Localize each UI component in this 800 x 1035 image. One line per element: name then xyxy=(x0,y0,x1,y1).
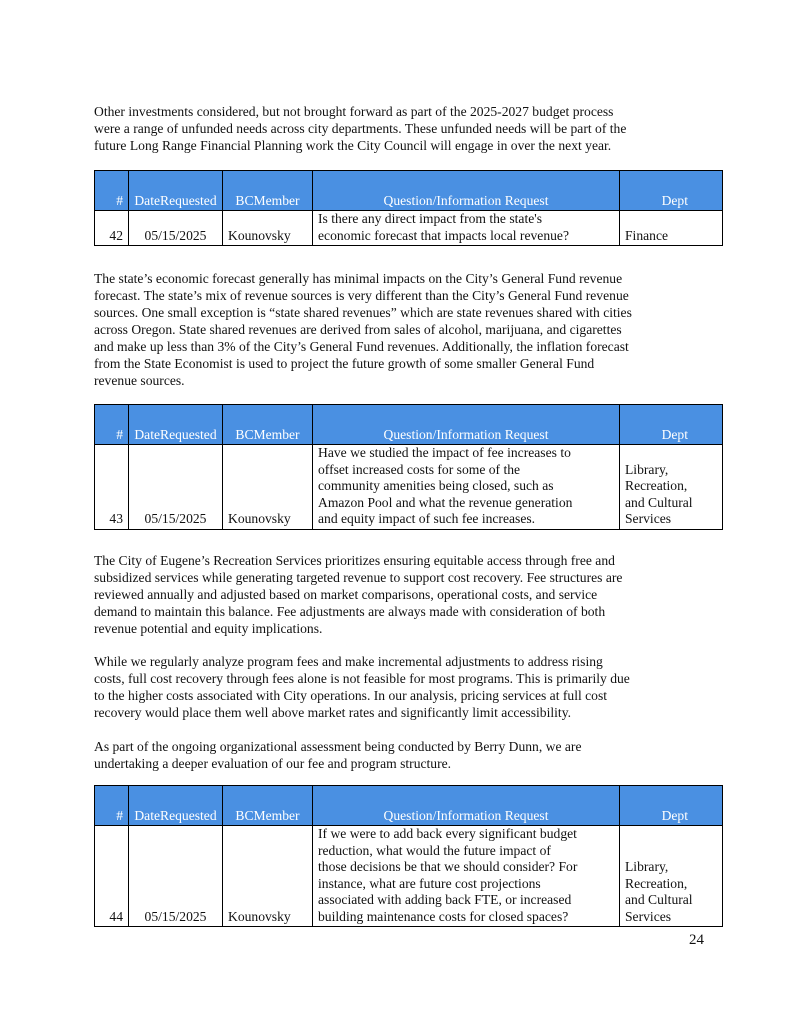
question-text-line: Is there any direct impact from the state's xyxy=(318,211,543,226)
paragraph-line: sources. One small exception is “state shared revenues” which are state revenues shared with cities xyxy=(94,305,632,320)
question-text-line: If we were to add back every significant budget xyxy=(318,826,577,841)
department-line: and Cultural xyxy=(625,892,693,907)
question-text-line: Have we studied the impact of fee increases to xyxy=(318,445,571,460)
question-text-line: those decisions be that we should consider? For xyxy=(318,859,578,874)
question-text-line: instance, what are future cost projections xyxy=(318,875,541,891)
header-line: Requested xyxy=(160,426,217,442)
table-row xyxy=(95,445,723,530)
header-date-requested xyxy=(129,405,223,445)
body-paragraph xyxy=(94,103,714,154)
department-line: Library, xyxy=(625,859,669,874)
header-line: BC xyxy=(235,807,254,823)
header-line: Date xyxy=(134,807,161,823)
paragraph-line: The state’s economic forecast generally has minimal impacts on the City’s General Fund revenue xyxy=(94,271,623,286)
department-line: Finance xyxy=(625,227,669,243)
paragraph-line: and make up less than 3% of the City’s General Fund revenues. Additionally, the inflation forecast xyxy=(94,339,629,354)
header-date-requested xyxy=(129,786,223,826)
paragraph-line: revenue potential and equity implications. xyxy=(94,621,323,636)
header-question: Question/Information Request xyxy=(313,171,620,211)
header-bc-member xyxy=(223,171,313,211)
header-line: BC xyxy=(235,192,254,208)
paragraph-line: As part of the ongoing organizational assessment being conducted by Berry Dunn, we are xyxy=(94,739,582,754)
page-number: 24 xyxy=(689,932,704,948)
header-dept: Dept xyxy=(620,786,723,826)
question-text-line: offset increased costs for some of the xyxy=(318,461,521,477)
paragraph-line: costs, full cost recovery through fees alone is not feasible for most programs. This is primarily due xyxy=(94,671,630,686)
question-text-line: and equity impact of such fee increases. xyxy=(318,511,536,526)
paragraph-line: undertaking a deeper evaluation of our fee and program structure. xyxy=(94,756,452,771)
table-header-row xyxy=(95,405,723,445)
department xyxy=(620,826,723,927)
question-text xyxy=(313,445,620,530)
department-line: Services xyxy=(625,908,672,924)
header-number: # xyxy=(95,171,129,211)
paragraph-line: future Long Range Financial Planning work the City Council will engage in over the next year. xyxy=(94,138,612,153)
department-line: Library, xyxy=(625,461,669,477)
paragraph-line: The City of Eugene’s Recreation Services prioritizes ensuring equitable access through free and xyxy=(94,553,615,568)
paragraph-line: demand to maintain this balance. Fee adjustments are always made with consideration of both xyxy=(94,604,606,619)
header-line: BC xyxy=(235,426,254,442)
bc-member: Kounovsky xyxy=(223,445,313,530)
request-table xyxy=(94,170,723,246)
paragraph-line: from the State Economist is used to project the future growth of some smaller General Fund xyxy=(94,356,595,371)
table-header-row xyxy=(95,171,723,211)
header-line: Date xyxy=(134,426,161,442)
header-question: Question/Information Request xyxy=(313,405,620,445)
request-number: 42 xyxy=(95,211,129,246)
paragraph-line: recovery would place them well above market rates and significantly limit accessibility. xyxy=(94,705,572,720)
department xyxy=(620,445,723,530)
header-bc-member xyxy=(223,786,313,826)
header-number: # xyxy=(95,786,129,826)
body-paragraph xyxy=(94,552,714,637)
date-requested: 05/15/2025 xyxy=(129,211,223,246)
question-text-line: Amazon Pool and what the revenue generation xyxy=(318,494,573,510)
department xyxy=(620,211,723,246)
body-paragraph xyxy=(94,738,714,772)
header-line: Member xyxy=(253,807,300,823)
table-row xyxy=(95,211,723,246)
question-text-line: community amenities being closed, such as xyxy=(318,478,554,493)
date-requested: 05/15/2025 xyxy=(129,445,223,530)
header-line: Member xyxy=(253,426,300,442)
request-number: 43 xyxy=(95,445,129,530)
question-text-line: building maintenance costs for closed spaces? xyxy=(318,908,569,924)
paragraph-line: across Oregon. State shared revenues are derived from sales of alcohol, marijuana, and cigarettes xyxy=(94,322,622,337)
paragraph-line: forecast. The state’s mix of revenue sources is very different than the City’s General Fund revenue xyxy=(94,288,629,303)
paragraph-line: to the higher costs associated with City operations. In our analysis, pricing services at full cost xyxy=(94,688,608,703)
bc-member: Kounovsky xyxy=(223,211,313,246)
request-table xyxy=(94,785,723,927)
header-dept: Dept xyxy=(620,405,723,445)
header-line: Requested xyxy=(160,192,217,208)
department-line: Services xyxy=(625,511,672,526)
header-line: Requested xyxy=(160,807,217,823)
date-requested: 05/15/2025 xyxy=(129,826,223,927)
body-paragraph xyxy=(94,653,714,721)
header-dept: Dept xyxy=(620,171,723,211)
department-line: Recreation, xyxy=(625,478,688,493)
paragraph-line: Other investments considered, but not brought forward as part of the 2025-2027 budget process xyxy=(94,104,614,119)
request-number: 44 xyxy=(95,826,129,927)
header-date-requested xyxy=(129,171,223,211)
question-text xyxy=(313,826,620,927)
header-number: # xyxy=(95,405,129,445)
question-text-line: reduction, what would the future impact of xyxy=(318,842,551,858)
paragraph-line: While we regularly analyze program fees and make incremental adjustments to address rising xyxy=(94,654,603,669)
header-bc-member xyxy=(223,405,313,445)
table-header-row xyxy=(95,786,723,826)
header-line: Date xyxy=(134,192,161,208)
paragraph-line: revenue sources. xyxy=(94,373,185,388)
bc-member: Kounovsky xyxy=(223,826,313,927)
body-paragraph xyxy=(94,270,714,389)
department-line: Recreation, xyxy=(625,875,688,891)
table-row xyxy=(95,826,723,927)
paragraph-line: were a range of unfunded needs across city departments. These unfunded needs will be part of the xyxy=(94,121,627,136)
question-text-line: economic forecast that impacts local revenue? xyxy=(318,227,569,243)
question-text-line: associated with adding back FTE, or increased xyxy=(318,892,572,907)
header-line: Member xyxy=(253,192,300,208)
department-line: and Cultural xyxy=(625,494,693,510)
header-question: Question/Information Request xyxy=(313,786,620,826)
question-text xyxy=(313,211,620,246)
paragraph-line: reviewed annually and adjusted based on market comparisons, operational costs, and service xyxy=(94,587,598,602)
paragraph-line: subsidized services while generating targeted revenue to support cost recovery. Fee structures are xyxy=(94,570,623,585)
request-table xyxy=(94,404,723,530)
